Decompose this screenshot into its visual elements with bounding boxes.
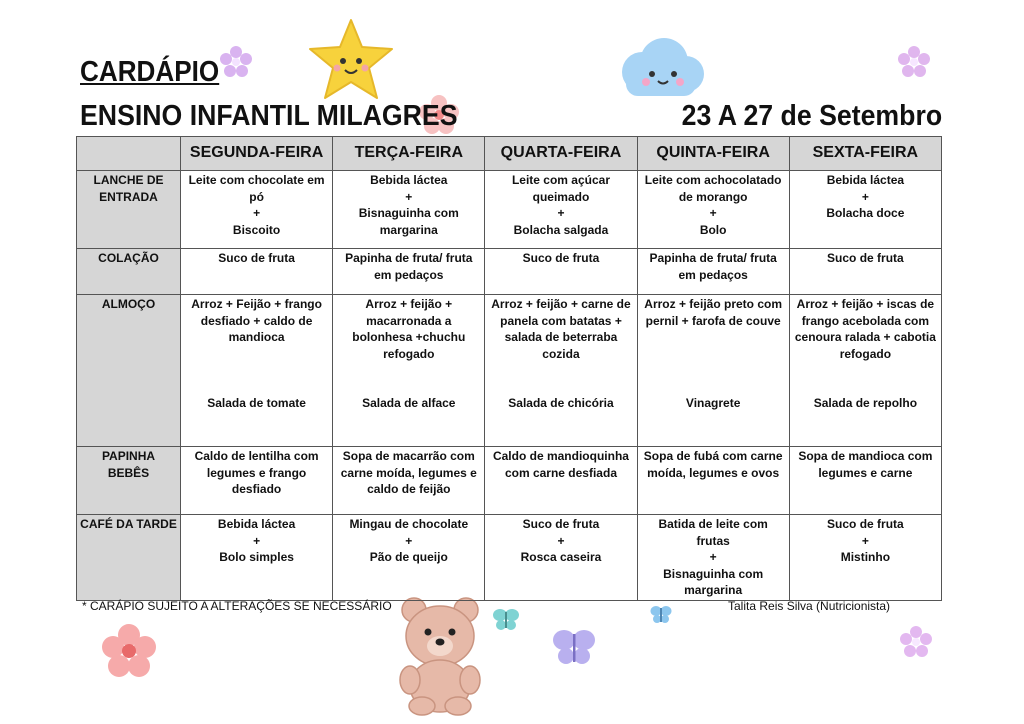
plus-sign: +	[405, 189, 413, 204]
plus-sign: +	[557, 206, 565, 220]
meal-row-almoco	[77, 295, 942, 447]
menu-item: Bebida láctea	[826, 173, 905, 187]
plus-sign: +	[709, 550, 717, 564]
menu-cell	[637, 171, 789, 249]
menu-cell: Caldo de mandioquinha com carne desfiada	[485, 447, 637, 515]
menu-cell	[485, 515, 637, 601]
menu-item: Bolo simples	[219, 550, 294, 564]
plus-sign: +	[253, 206, 261, 220]
plus-sign: +	[557, 533, 565, 548]
menu-item: Leite com achocolatado de morango	[644, 173, 782, 204]
menu-item: Arroz + feijão preto com pernil + farofa de couve	[644, 297, 782, 328]
menu-cell: Sopa de macarrão com carne moída, legumes e caldo de feijão	[333, 447, 485, 515]
menu-cell	[637, 295, 789, 447]
menu-item: Mingau de chocolate	[349, 517, 469, 531]
menu-item: Bebida láctea	[217, 517, 296, 531]
day-header: SEXTA-FEIRA	[789, 137, 941, 171]
meal-row-cafe	[77, 515, 942, 601]
menu-cell: Suco de fruta	[485, 249, 637, 295]
menu-cell: Suco de fruta	[181, 249, 333, 295]
menu-item: Arroz + feijão + carne de panela com batatas + salada de beterraba cozida	[491, 297, 631, 361]
menu-item: Leite com açúcar queimado	[511, 173, 610, 204]
day-header: QUARTA-FEIRA	[485, 137, 637, 171]
menu-item: Bolacha salgada	[513, 222, 609, 237]
plus-sign: +	[861, 533, 869, 548]
menu-cell	[789, 515, 941, 601]
menu-item: Bisnaguinha com margarina	[358, 206, 459, 237]
flower-icon	[898, 624, 934, 660]
menu-item: Batida de leite com frutas	[658, 517, 768, 548]
meal-name: PAPINHA BEBÊS	[77, 447, 181, 515]
menu-item: Mistinho	[840, 550, 891, 564]
menu-item: Bebida láctea	[370, 173, 448, 187]
menu-cell: Papinha de fruta/ fruta em pedaços	[637, 249, 789, 295]
corner-cell	[77, 137, 181, 171]
butterfly-icon	[552, 626, 596, 670]
menu-table	[76, 136, 942, 601]
menu-item: Bolacha doce	[826, 206, 905, 220]
nutritionist-credit: Talita Reis Silva (Nutricionista)	[728, 599, 891, 613]
side-dish: Salada de tomate	[207, 396, 306, 410]
meal-row-lanche	[77, 171, 942, 249]
meal-name: COLAÇÃO	[77, 249, 181, 295]
menu-cell	[333, 171, 485, 249]
menu-item: Suco de fruta	[522, 517, 600, 531]
cloud-icon	[612, 34, 708, 104]
butterfly-icon	[492, 606, 520, 634]
footnote: * CARÁPIO SUJEITO A ALTERAÇÕES SE NECESSÁRIO	[82, 599, 392, 613]
menu-item: Rosca caseira	[520, 550, 602, 564]
meal-name: CAFÉ DA TARDE	[77, 515, 181, 601]
menu-cell: Caldo de lentilha com legumes e frango desfiado	[181, 447, 333, 515]
menu-cell: Sopa de mandioca com legumes e carne	[789, 447, 941, 515]
meal-row-colacao	[77, 249, 942, 295]
flower-icon	[218, 44, 254, 80]
side-dish: Salada de repolho	[813, 396, 918, 410]
menu-item: Pão de queijo	[369, 550, 448, 564]
menu-item: Arroz + feijão + macarronada a bolonhesa +chuchu refogado	[352, 297, 466, 361]
header-row	[77, 137, 942, 171]
week-dates: 23 A 27 de Setembro	[681, 100, 942, 132]
butterfly-icon	[650, 604, 672, 626]
day-header: TERÇA-FEIRA	[333, 137, 485, 171]
menu-item: Suco de fruta	[827, 517, 904, 531]
plus-sign: +	[253, 533, 261, 548]
teddy-bear-icon	[392, 596, 488, 716]
star-icon	[306, 16, 396, 102]
menu-item: Bisnaguinha com margarina	[663, 566, 764, 597]
menu-cell	[789, 295, 941, 447]
school-name: ENSINO INFANTIL MILAGRES	[80, 100, 458, 132]
side-dish: Vinagrete	[685, 396, 741, 410]
plus-sign: +	[861, 189, 869, 204]
menu-cell	[485, 295, 637, 447]
menu-item: Arroz + Feijão + frango desfiado + caldo de mandioca	[191, 297, 322, 344]
menu-cell	[485, 171, 637, 249]
menu-item: Biscoito	[232, 222, 281, 237]
menu-cell: Sopa de fubá com carne moída, legumes e ovos	[637, 447, 789, 515]
menu-cell: Papinha de fruta/ fruta em pedaços	[333, 249, 485, 295]
menu-cell	[789, 171, 941, 249]
menu-item: Leite com chocolate em pó	[188, 173, 325, 204]
flower-icon	[100, 622, 158, 680]
menu-cell	[181, 295, 333, 447]
side-dish: Salada de chicória	[508, 396, 614, 410]
flower-icon	[896, 44, 932, 80]
day-header: QUINTA-FEIRA	[637, 137, 789, 171]
menu-item: Arroz + feijão + iscas de frango acebolada com cenoura ralada + cabotia refogado	[794, 297, 936, 361]
menu-cell	[333, 295, 485, 447]
day-header: SEGUNDA-FEIRA	[181, 137, 333, 171]
plus-sign: +	[405, 533, 413, 548]
page-title: CARDÁPIO	[80, 56, 220, 88]
plus-sign: +	[709, 206, 717, 220]
meal-row-papinha	[77, 447, 942, 515]
side-dish: Salada de alface	[362, 396, 456, 410]
menu-item: Bolo	[699, 222, 727, 237]
menu-cell	[333, 515, 485, 601]
meal-name: LANCHE DE ENTRADA	[77, 171, 181, 249]
menu-cell	[637, 515, 789, 601]
menu-cell: Suco de fruta	[789, 249, 941, 295]
meal-name: ALMOÇO	[77, 295, 181, 447]
menu-cell	[181, 171, 333, 249]
menu-cell	[181, 515, 333, 601]
